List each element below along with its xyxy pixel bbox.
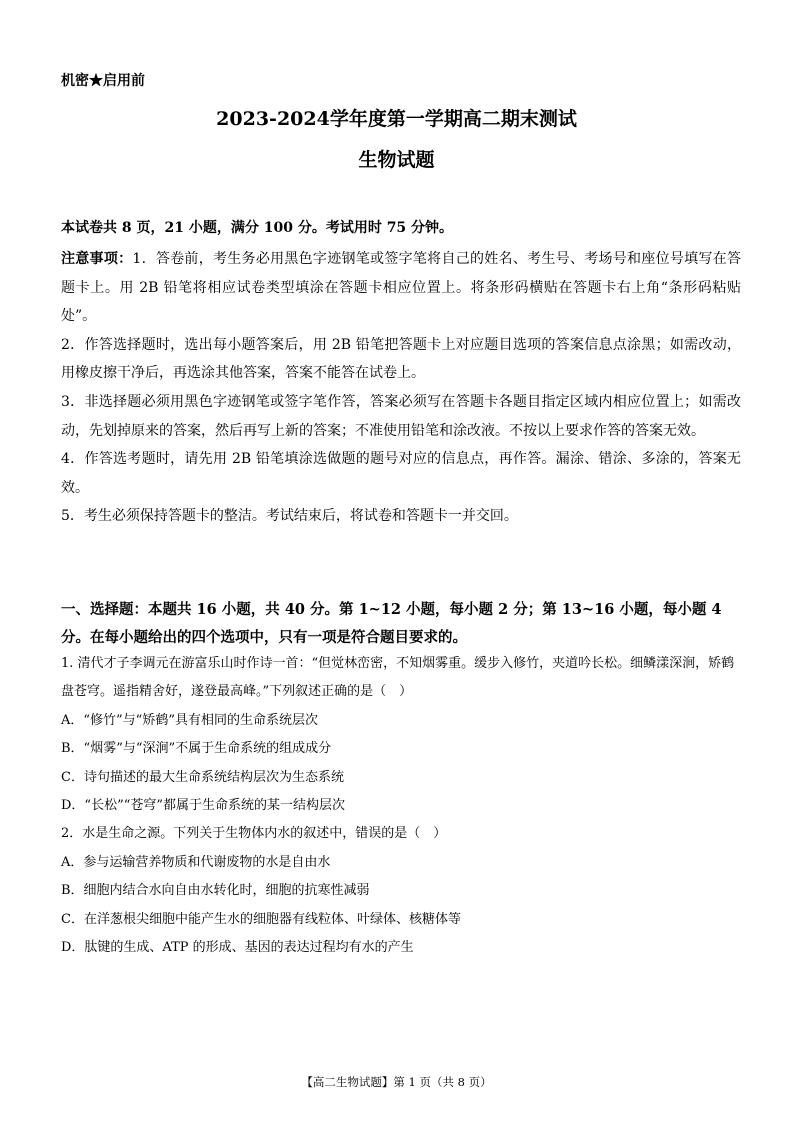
exam-title: 2023-2024学年度第一学期高二期末测试 <box>216 108 577 130</box>
notice-item-3: 3．非选择题必须用黑色字迹钢笔或签字笔作答，答案必须写在答题卡各题目指定区域内相应位置上；如需改动，先划掉原来的答案，然后再写上新的答案；不准使用铅笔和涂改液。不按以上要求作答的答案无效。 <box>61 393 741 439</box>
notice-item-2: 2．作答选择题时，选出每小题答案后，用 2B 铅笔把答题卡上对应题目选项的答案信息点涂黑；如需改动，用橡皮擦干净后，再选涂其他答案，答案不能答在试卷上。 <box>61 336 741 382</box>
question-1-option-d: D．“长松”“苍穹”都属于生命系统的某一结构层次 <box>61 798 346 814</box>
notice-label: 注意事项： <box>61 251 133 267</box>
question-1-option-c: C．诗句描述的最大生命系统结构层次为生态系统 <box>61 769 344 785</box>
question-2-stem: 2．水是生命之源。下列关于生物体内水的叙述中，错误的是（ ） <box>61 826 447 842</box>
question-2-option-a: A．参与运输营养物质和代谢废物的水是自由水 <box>61 854 331 870</box>
exam-subtitle: 生物试题 <box>358 149 435 171</box>
notice-item-5: 5．考生必须保持答题卡的整洁。考试结束后，将试卷和答题卡一并交回。 <box>61 508 518 525</box>
section-heading: 一、选择题：本题共 16 小题，共 40 分。第 1~12 小题，每小题 2 分；第 13~16 小题，每小题 4 分。在每小题给出的四个选项中，只有一项是符合题目要求的。 <box>61 601 722 646</box>
question-list <box>61 650 741 962</box>
question-2-option-b: B．细胞内结合水向自由水转化时，细胞的抗寒性减弱 <box>61 883 370 899</box>
question-1-option-a: A．“修竹”与“矫鹤”具有相同的生命系统层次 <box>61 712 318 728</box>
notice-item-4: 4．作答选考题时，请先用 2B 铅笔填涂选做题的题号对应的信息点，再作答。漏涂、错涂、多涂的，答案无效。 <box>61 451 741 496</box>
question-1-option-b: B．“烟雾”与“深涧”不属于生命系统的组成成分 <box>61 741 332 757</box>
notice-item-1 <box>61 245 741 331</box>
notice-section <box>61 245 741 531</box>
question-2-option-c: C．在洋葱根尖细胞中能产生水的细胞器有线粒体、叶绿体、核糖体等 <box>61 911 461 927</box>
question-1-stem: 1. 清代才子李调元在游富乐山时作诗一首：“但觉林峦密，不知烟雾重。缓步入修竹，夹道吟长松。细鳞漾深涧，矫鹤盘苍穹。遥指精舍好，遂登最高峰。”下列叙述正确的是（ ） <box>61 656 735 700</box>
question-2-option-d: D．肽键的生成、ATP 的形成、基因的表达过程均有水的产生 <box>61 940 414 956</box>
page-footer: 【高二生物试题】第 1 页（共 8 页） <box>301 1075 492 1089</box>
notice-item-1-text: 1．答卷前，考生务必用黑色字迹钢笔或签字笔将自己的姓名、考生号、考场号和座位号填写在答题卡上。用 2B 铅笔将相应试卷类型填涂在答题卡相应位置上。将条形码横贴在答题卡右上角“条形码粘贴处”。 <box>61 251 742 325</box>
confidential-label: 机密★启用前 <box>61 73 145 89</box>
exam-intro: 本试卷共 8 页，21 小题，满分 100 分。考试用时 75 分钟。 <box>61 220 454 236</box>
